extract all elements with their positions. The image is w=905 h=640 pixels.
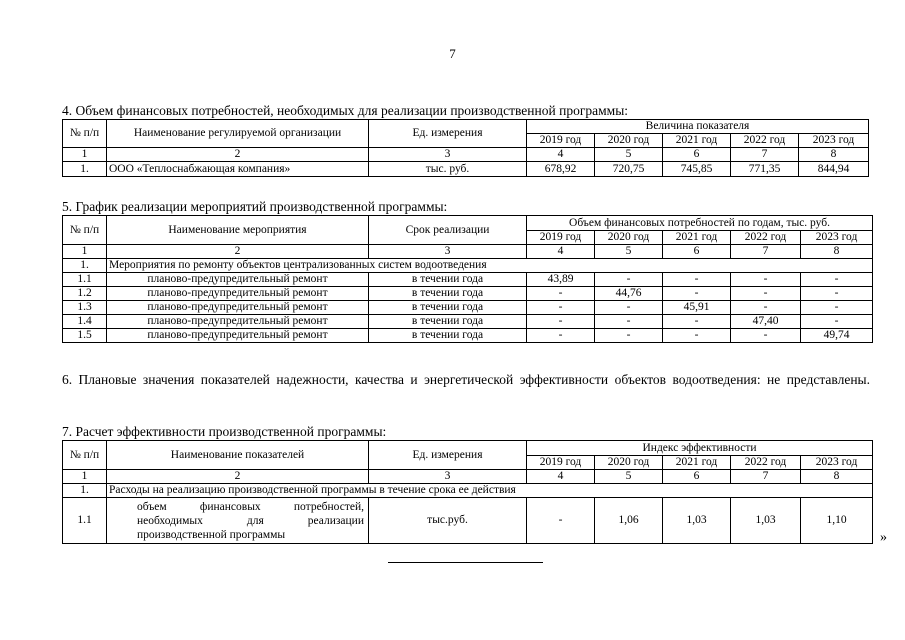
row-unit: тыс. руб. (369, 162, 527, 177)
colnum: 4 (527, 148, 595, 162)
table-row (63, 329, 873, 343)
row-no: 1.1 (63, 498, 107, 544)
row-value: 720,75 (595, 162, 663, 177)
row-value: 49,74 (801, 329, 873, 343)
table-schedule (62, 215, 873, 343)
column-number-row (63, 148, 869, 162)
header-year: 2022 год (731, 134, 799, 148)
header-year: 2021 год (663, 134, 731, 148)
row-value: 1,06 (595, 498, 663, 544)
header-term: Срок реализации (369, 216, 527, 245)
row-value: 1,03 (663, 498, 731, 544)
group-row-text: Мероприятия по ремонту объектов централизованных систем водоотведения (107, 259, 873, 273)
row-value: 44,76 (595, 287, 663, 301)
header-year: 2022 год (731, 456, 801, 470)
colnum: 6 (663, 245, 731, 259)
header-unit: Ед. измерения (369, 441, 527, 470)
row-value: 844,94 (799, 162, 869, 177)
row-value: 45,91 (663, 301, 731, 315)
closing-quote: » (880, 530, 887, 545)
row-indicator-name: объем финансовых потребностей, необходимых для реализации производственной программы (107, 498, 369, 544)
header-no: № п/п (63, 441, 107, 470)
row-value: 43,89 (527, 273, 595, 287)
header-year: 2019 год (527, 456, 595, 470)
group-row-no: 1. (63, 259, 107, 273)
header-indicator-name: Наименование показателей (107, 441, 369, 470)
row-activity-name: планово-предупредительный ремонт (107, 329, 369, 343)
row-value: - (595, 315, 663, 329)
row-value: - (731, 301, 801, 315)
colnum: 8 (801, 470, 873, 484)
header-financial-group: Объем финансовых потребностей по годам, тыс. руб. (527, 216, 873, 231)
page-number: 7 (449, 46, 456, 61)
group-row-no: 1. (63, 484, 107, 498)
table-financial-needs (62, 119, 869, 177)
colnum: 2 (107, 148, 369, 162)
header-year: 2023 год (799, 134, 869, 148)
header-no: № п/п (63, 216, 107, 245)
row-term: в течении года (369, 287, 527, 301)
row-value: - (527, 287, 595, 301)
header-year: 2019 год (527, 231, 595, 245)
table-row (63, 287, 873, 301)
row-term: в течении года (369, 273, 527, 287)
colnum: 6 (663, 148, 731, 162)
row-value: 771,35 (731, 162, 799, 177)
row-value: - (801, 301, 873, 315)
colnum: 3 (369, 470, 527, 484)
row-value: - (801, 287, 873, 301)
row-value: - (663, 273, 731, 287)
table-row (63, 315, 873, 329)
row-value: - (663, 315, 731, 329)
row-org-name: ООО «Теплоснабжающая компания» (107, 162, 369, 177)
table-row (63, 162, 869, 177)
row-unit: тыс.руб. (369, 498, 527, 544)
section7-title: 7. Расчет эффективности производственной программы: (62, 424, 387, 439)
header-year: 2022 год (731, 231, 801, 245)
section4-title: 4. Объем финансовых потребностей, необходимых для реализации производственной программы: (62, 103, 629, 118)
header-activity-name: Наименование мероприятия (107, 216, 369, 245)
colnum: 2 (107, 245, 369, 259)
section6-text: 6. Плановые значения показателей надежности, качества и энергетической эффективности объектов водоотведения: не представлены. (62, 372, 870, 387)
row-term: в течении года (369, 329, 527, 343)
colnum: 8 (801, 245, 873, 259)
colnum: 7 (731, 470, 801, 484)
colnum: 4 (527, 245, 595, 259)
row-value: - (663, 329, 731, 343)
column-number-row (63, 245, 873, 259)
footer-divider (388, 562, 543, 563)
row-value: 47,40 (731, 315, 801, 329)
colnum: 7 (731, 148, 799, 162)
header-year: 2021 год (663, 456, 731, 470)
colnum: 8 (799, 148, 869, 162)
group-row-text: Расходы на реализацию производственной программы в течение срока ее действия (107, 484, 873, 498)
row-no: 1. (63, 162, 107, 177)
header-year: 2023 год (801, 231, 873, 245)
header-year: 2019 год (527, 134, 595, 148)
colnum: 5 (595, 470, 663, 484)
header-year: 2020 год (595, 231, 663, 245)
row-value: - (731, 287, 801, 301)
colnum: 1 (63, 148, 107, 162)
row-activity-name: планово-предупредительный ремонт (107, 273, 369, 287)
table-efficiency (62, 440, 873, 544)
row-value: 678,92 (527, 162, 595, 177)
colnum: 7 (731, 245, 801, 259)
row-value: - (527, 315, 595, 329)
table-row (63, 301, 873, 315)
section5-title: 5. График реализации мероприятий производственной программы: (62, 199, 448, 214)
header-no: № п/п (63, 120, 107, 148)
row-value: - (595, 329, 663, 343)
colnum: 1 (63, 245, 107, 259)
row-value: - (595, 301, 663, 315)
colnum: 4 (527, 470, 595, 484)
colnum: 5 (595, 148, 663, 162)
row-activity-name: планово-предупредительный ремонт (107, 287, 369, 301)
row-no: 1.4 (63, 315, 107, 329)
row-value: - (801, 273, 873, 287)
row-value: - (663, 287, 731, 301)
row-value: - (731, 329, 801, 343)
header-value-group: Величина показателя (527, 120, 869, 134)
header-unit: Ед. измерения (369, 120, 527, 148)
row-value: - (527, 498, 595, 544)
colnum: 5 (595, 245, 663, 259)
colnum: 6 (663, 470, 731, 484)
header-year: 2020 год (595, 456, 663, 470)
row-activity-name: планово-предупредительный ремонт (107, 315, 369, 329)
colnum: 3 (369, 148, 527, 162)
colnum: 1 (63, 470, 107, 484)
row-term: в течении года (369, 315, 527, 329)
colnum: 2 (107, 470, 369, 484)
row-no: 1.1 (63, 273, 107, 287)
row-no: 1.2 (63, 287, 107, 301)
row-value: - (801, 315, 873, 329)
row-term: в течении года (369, 301, 527, 315)
row-no: 1.5 (63, 329, 107, 343)
colnum: 3 (369, 245, 527, 259)
table-row (63, 498, 873, 544)
row-no: 1.3 (63, 301, 107, 315)
header-year: 2023 год (801, 456, 873, 470)
row-activity-name: планово-предупредительный ремонт (107, 301, 369, 315)
group-row (63, 259, 873, 273)
header-org-name: Наименование регулируемой организации (107, 120, 369, 148)
row-value: - (527, 301, 595, 315)
row-value: - (527, 329, 595, 343)
row-value: - (731, 273, 801, 287)
table-row (63, 273, 873, 287)
header-year: 2021 год (663, 231, 731, 245)
row-value: - (595, 273, 663, 287)
row-value: 745,85 (663, 162, 731, 177)
header-year: 2020 год (595, 134, 663, 148)
row-value: 1,10 (801, 498, 873, 544)
column-number-row (63, 470, 873, 484)
header-efficiency-group: Индекс эффективности (527, 441, 873, 456)
row-value: 1,03 (731, 498, 801, 544)
group-row (63, 484, 873, 498)
